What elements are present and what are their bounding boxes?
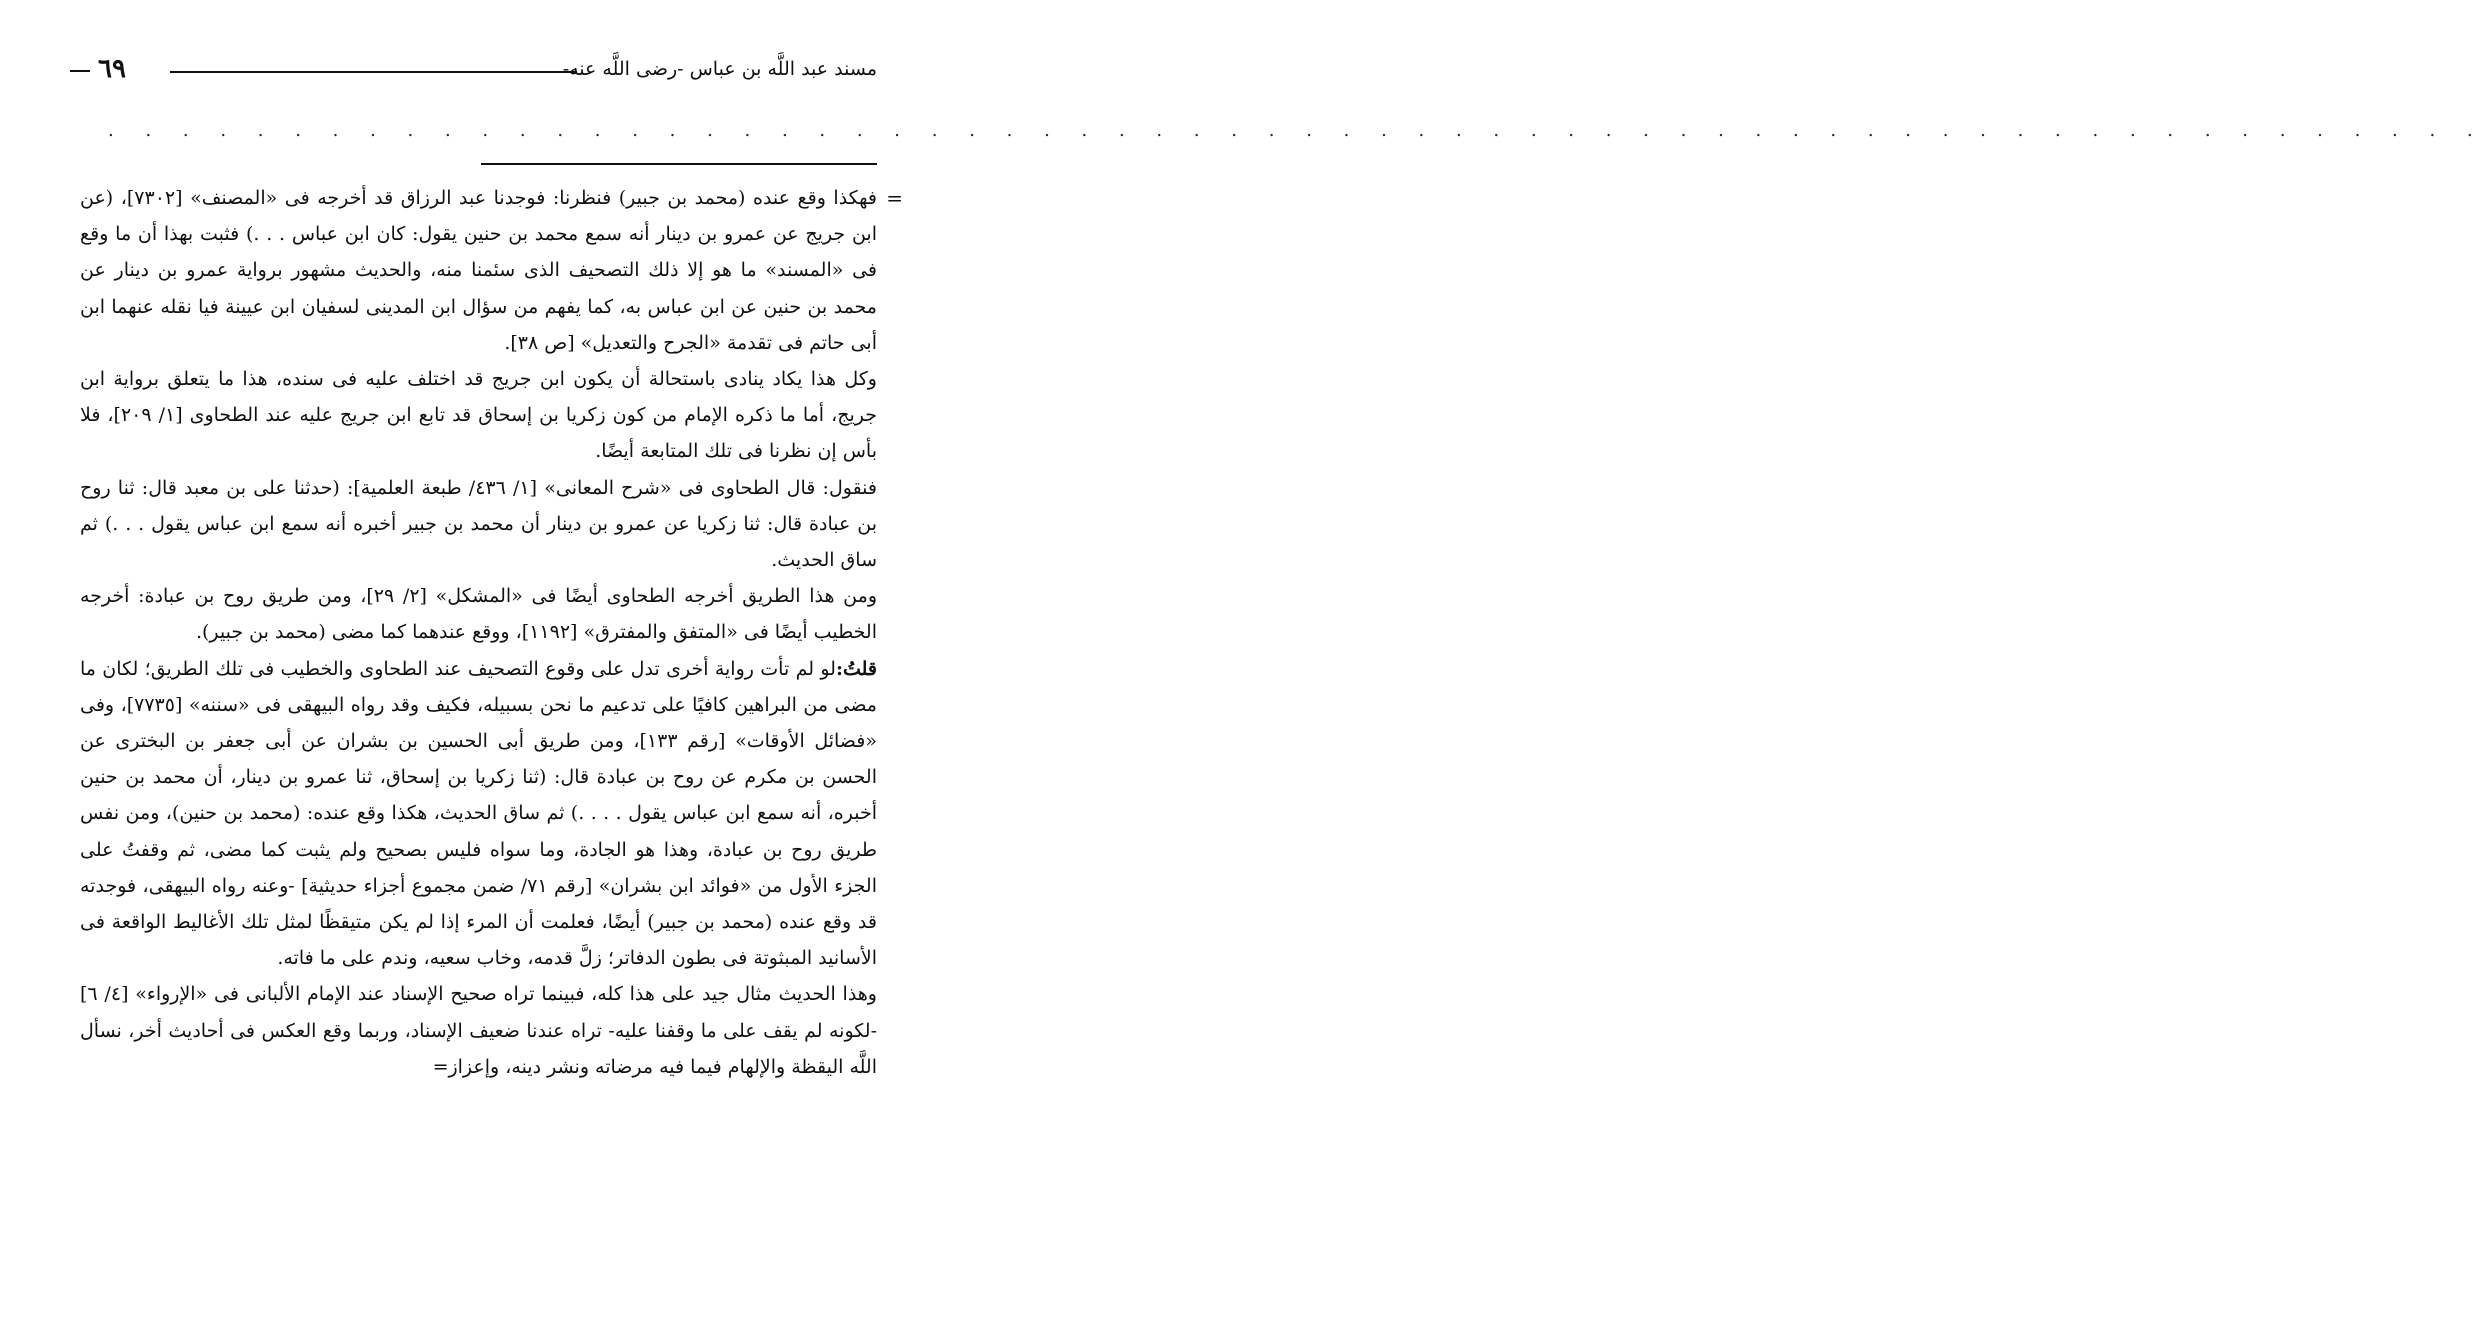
header-rule (170, 71, 577, 73)
paragraph-4: ومن هذا الطريق أخرجه الطحاوى أيضًا فى «المشكل» [٢/ ٢٩]، ومن طريق روح بن عبادة: أخرجه الخطيب أيضًا فى «المتفق والمفترق» [١١٩٢]، ووقع عندهما كما مضى (محمد بن جبير). (80, 585, 877, 644)
paragraph-3: فنقول: قال الطحاوى فى «شرح المعانى» [١/ ٤٣٦/ طبعة العلمية]: (حدثنا على بن معبد قال: ثنا روح بن عبادة قال: ثنا زكريا عن عمرو بن دينار أن محمد بن جبير أخبره أنه سمع ابن عباس يقول . . .) ثم ساق الحديث. (80, 476, 877, 572)
paragraph-5-text: لو لم تأت رواية أخرى تدل على وقوع التصحيف عند الطحاوى والخطيب فى تلك الطريق؛ لكان ما مضى من البراهين كافيًا على تدعيم ما نحن بسبيله، فكيف وقد رواه البيهقى فى «سننه» [٧٧٣٥]، وفى «فضائل الأوقات» [رقم ١٣٣]، ومن طريق أبى الحسين بن بشران عن أبى جعفر بن البخترى عن الحسن بن مكرم عن روح بن عبادة قال: (ثنا زكريا بن إسحاق، ثنا عمرو بن دينار، أن محمد بن حنين أخبره، أنه سمع ابن عباس يقول . . . .) ثم ساق الحديث، هكذا وقع عنده: (محمد بن حنين)، ومن نفس طريق روح بن عبادة، وهذا هو الجادة، وما سواه فليس بصحيح ولم يثبت كما مضى، ثم وقفتُ على الجزء الأول من «فوائد ابن بشران» [رقم ٧١/ ضمن مجموع أجزاء حديثية] -وعنه رواه البيهقى، فوجدته قد وقع عنده (محمد بن جبير) أيضًا، فعلمت أن المرء إذا لم يكن متيقظًا لمثل تلك الأغاليط الواقعة فى الأسانيد المبثوتة فى بطون الدفاتر؛ زلَّ قدمه، وخاب سعيه، وندم على ما فاته. (80, 657, 877, 970)
paragraph-2: وكل هذا يكاد ينادى باستحالة أن يكون ابن جريج قد اختلف عليه فى سنده، هذا ما يتعلق برواية ابن جريج، أما ما ذكره الإمام من كون زكريا بن إسحاق قد تابع ابن جريج عليه عند الطحاوى [١/ ٢٠٩]، فلا بأس إن نظرنا فى تلك المتابعة أيضًا. (80, 368, 877, 463)
dotted-separator: . . . . . . . . . . . . . . . . . . . . . . . . . . . . . . . . . . . . . . . . . . . . . . . . . . . . . . . . . . . . . . . . (108, 120, 2486, 141)
paragraph-5 (80, 651, 877, 977)
paragraph-6: وهذا الحديث مثال جيد على هذا كله، فبينما تراه صحيح الإسناد عند الإمام الألبانى فى «الإرواء» [٤/ ٦] -لكونه لم يقف على ما وقفنا عليه- تراه عندنا ضعيف الإسناد، وربما وقع العكس فى أحاديث أخر، نسأل اللَّه اليقظة والإلهام فيما فيه مرضاته ونشر دينه، وإعزاز= (80, 983, 877, 1078)
footnote-body (80, 180, 903, 1085)
paragraph-1: فهكذا وقع عنده (محمد بن جبير) فنظرنا: فوجدنا عبد الرزاق قد أخرجه فى «المصنف» [٧٣٠٢]، (عن ابن جريج عن عمرو بن دينار أنه سمع محمد بن حنين يقول: كان ابن عباس . . .) فثبت بهذا أن ما وقع فى «المسند» ما هو إلا ذلك التصحيف الذى سئمنا منه، والحديث مشهور برواية عمرو بن دينار عن محمد بن حنين عن ابن عباس به، كما يفهم من سؤال ابن المدينى لسفيان ابن عيينة فيا نقله عنهما ابن أبى حاتم فى تقدمة «الجرح والتعديل» [ص ٣٨]. (80, 187, 877, 354)
footnote-rule (481, 163, 877, 165)
header-dash (70, 70, 90, 72)
continuation-marker: = (886, 186, 903, 210)
running-header (70, 52, 877, 92)
page-number: ٦٩ (98, 54, 126, 84)
header-title: مسند عبد اللَّه بن عباس -رضى اللَّه عنه- (562, 58, 877, 80)
qult-label: قلتُ: (835, 657, 877, 680)
